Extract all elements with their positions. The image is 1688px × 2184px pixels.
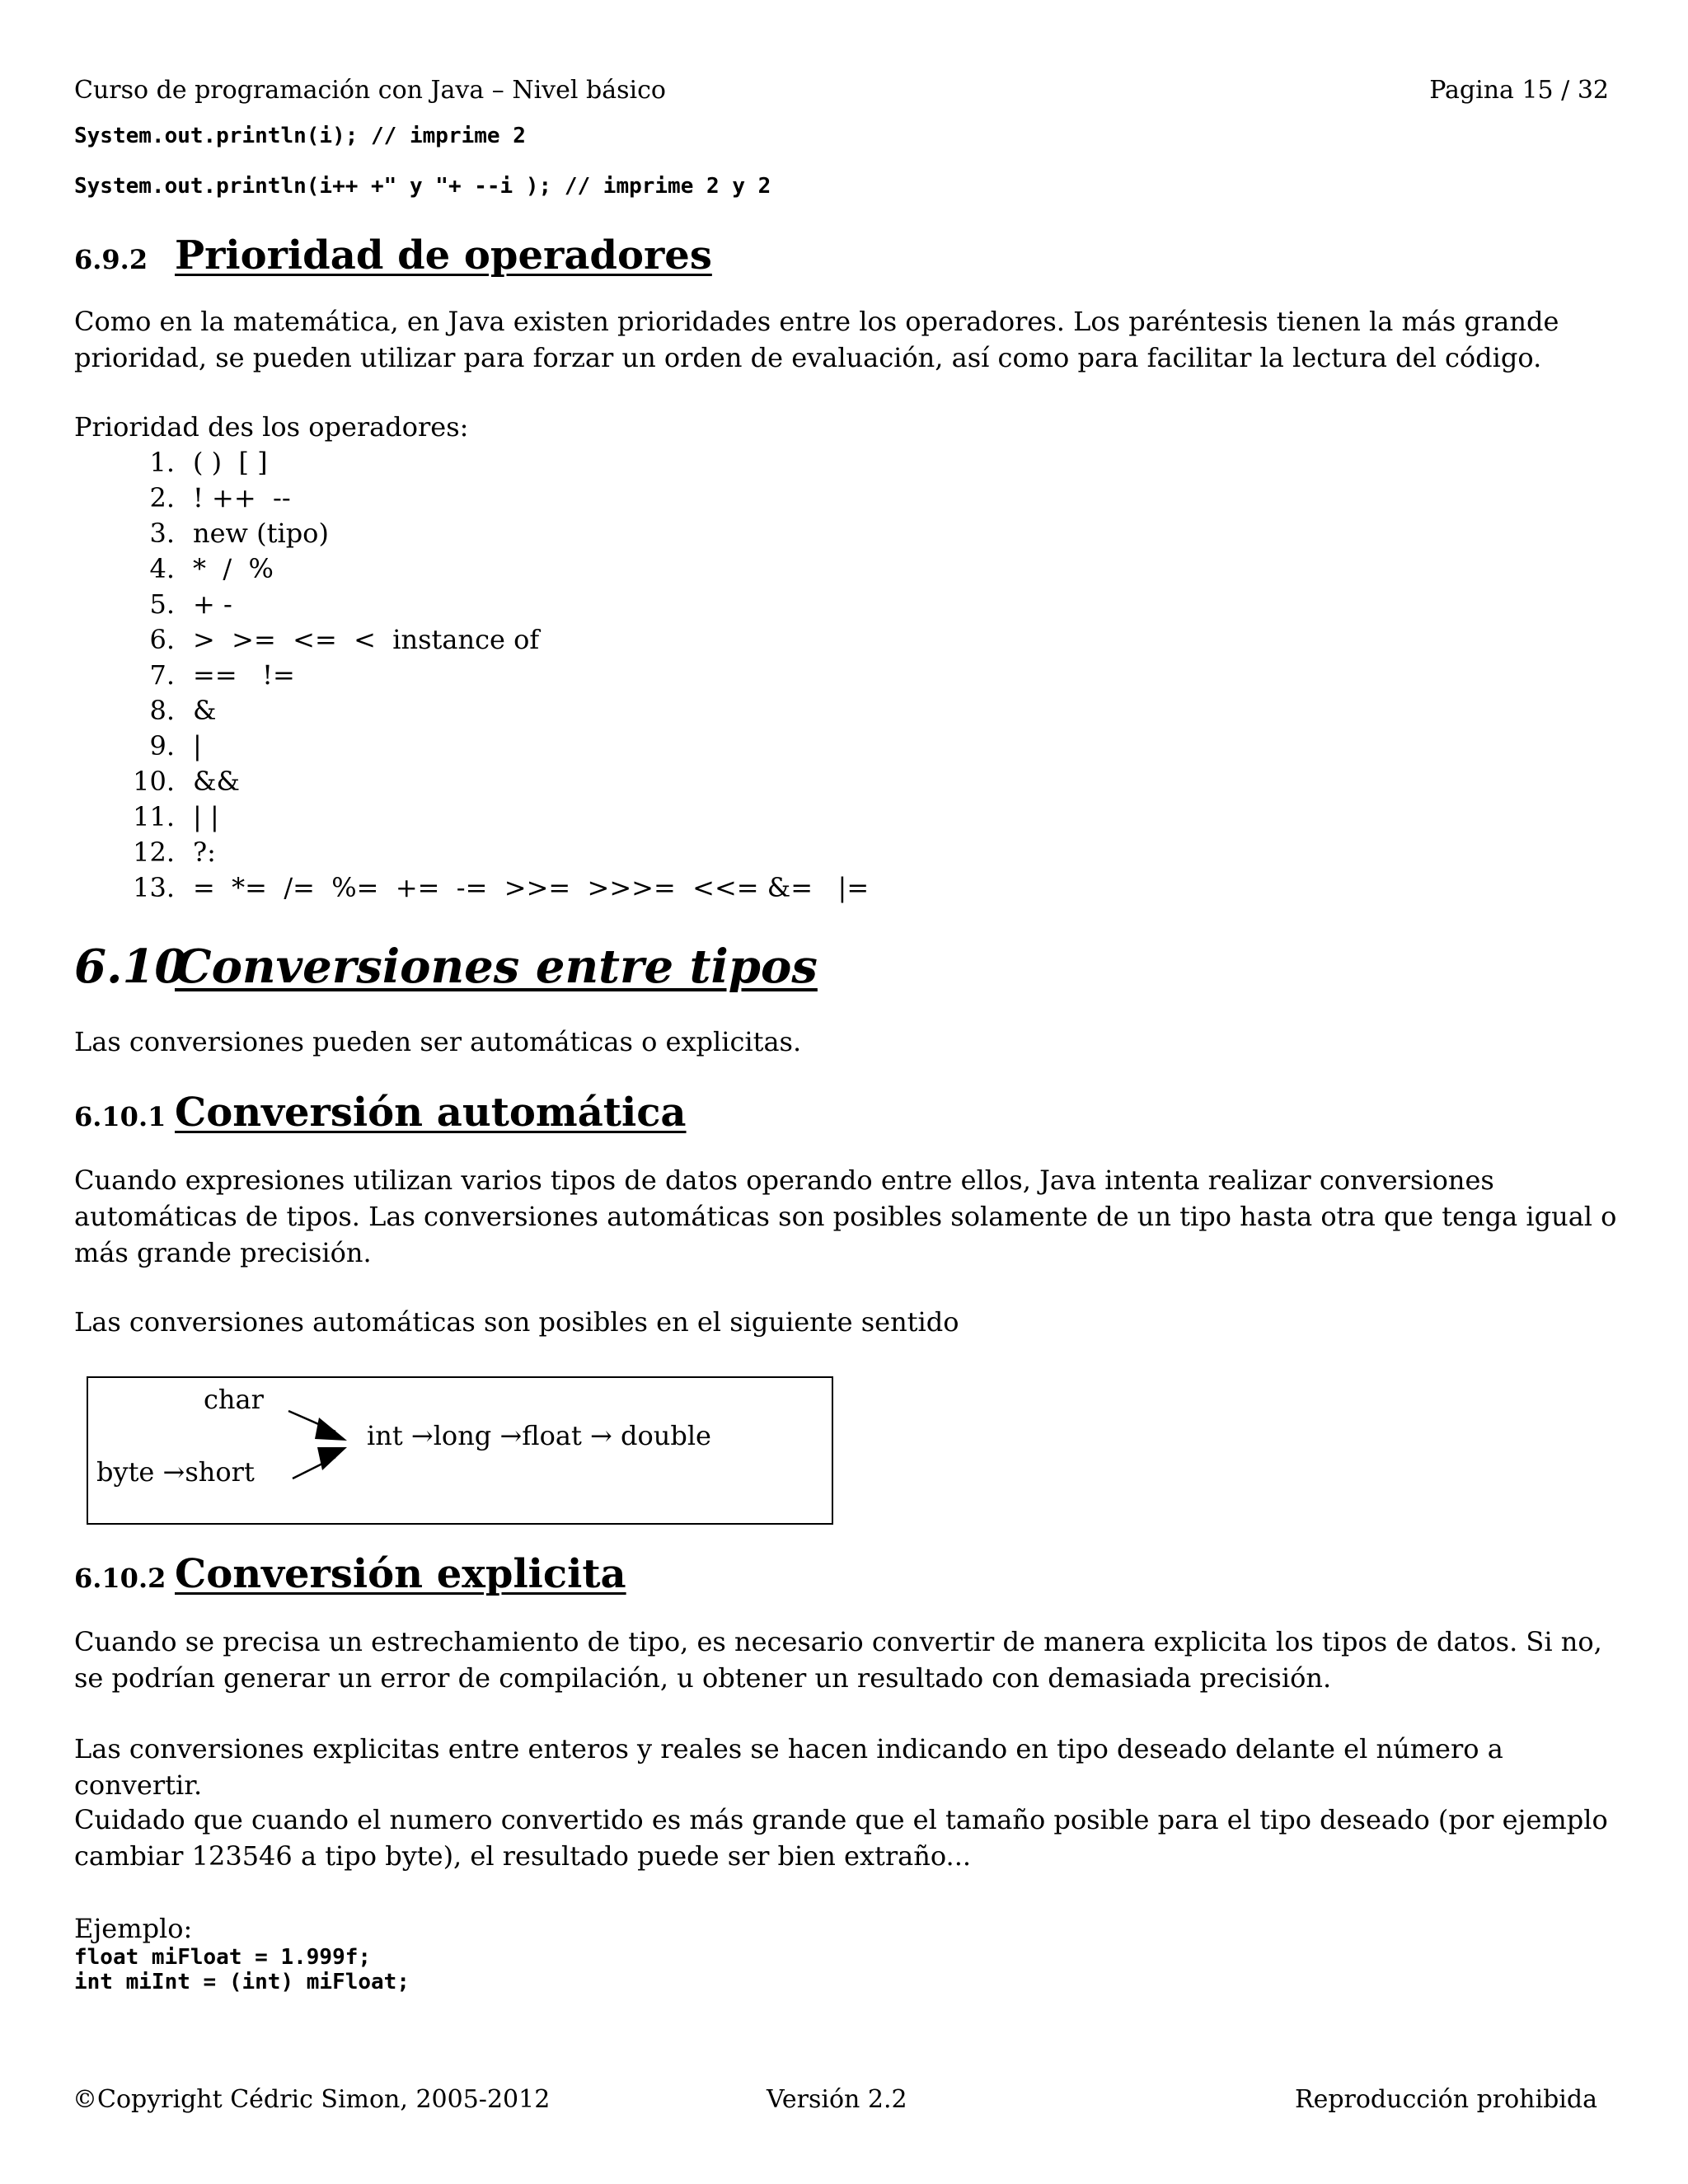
list-intro: Prioridad des los operadores: [74, 411, 469, 443]
list-item-operators: | [193, 730, 202, 762]
list-item [74, 799, 869, 835]
section-heading-6-10-1 [74, 1090, 687, 1136]
section-title: Prioridad de operadores [175, 232, 712, 279]
list-item-operators: ( ) [ ] [193, 447, 268, 478]
section-heading-6-10-2 [74, 1551, 626, 1597]
section-heading-6-10 [74, 940, 818, 994]
section-title: Conversión automática [175, 1090, 687, 1136]
list-item-operators: == != [193, 659, 295, 691]
diagram-byte-short-label: byte →short [96, 1456, 255, 1488]
list-item [74, 516, 869, 551]
footer-rights: Reproducción prohibida [1294, 2085, 1597, 2114]
list-item [74, 764, 869, 799]
paragraph: Cuando se precisa un estrechamiento de tipo, es necesario convertir de manera explicita los tipos de datos. Si no, se podrían generar un error de compilación, u obtener un resultado con demasiada precisión. [74, 1626, 1602, 1694]
list-item-operators: new (tipo) [193, 518, 329, 549]
list-item-operators: ?: [193, 837, 216, 868]
list-item-number: 5. [149, 588, 175, 620]
list-item [74, 587, 869, 622]
paragraph: Como en la matemática, en Java existen prioridades entre los operadores. Los paréntesis tienen la más grande prioridad, se pueden utilizar para forzar un orden de evaluación, así como para facilitar la lectura del código. [74, 306, 1559, 373]
code-line: int miInt = (int) miFloat; [74, 1970, 410, 1994]
list-item [74, 870, 869, 906]
list-item-number: 4. [149, 553, 175, 584]
list-item-number: 3. [149, 518, 175, 549]
list-item-operators: = *= /= %= += -= >>= >>>= <<= &= |= [193, 872, 870, 903]
list-item-operators: | | [193, 801, 219, 832]
section-heading-6-9-2 [74, 232, 712, 279]
list-item-operators: * / % [193, 553, 274, 584]
list-item-number: 8. [149, 695, 175, 726]
example-label: Ejemplo: [74, 1913, 193, 1944]
section-number: 6.10 [74, 940, 187, 994]
code-line: System.out.println(i); // imprime 2 [74, 124, 526, 148]
list-item-number: 13. [133, 872, 175, 903]
footer-version: Versión 2.2 [767, 2085, 907, 2114]
list-item [74, 658, 869, 693]
list-item-number: 7. [149, 659, 175, 691]
arrow-char-head [315, 1418, 347, 1441]
diagram-char-label: char [204, 1384, 264, 1415]
list-item-number: 1. [149, 447, 175, 478]
list-item [74, 445, 869, 480]
list-item [74, 693, 869, 729]
list-item-operators: & [193, 695, 217, 726]
diagram-arrows [88, 1378, 835, 1526]
paragraph: Las conversiones explicitas entre enteros y reales se hacen indicando en tipo deseado delante el número a convertir. [74, 1733, 1503, 1801]
section-number: 6.10.1 [74, 1101, 166, 1132]
list-item-number: 12. [133, 837, 175, 868]
section-number: 6.10.2 [74, 1563, 166, 1594]
list-item-operators: > >= <= < instance of [193, 624, 540, 655]
diagram-chain-label: int →long →float → double [367, 1420, 711, 1451]
section-title: Conversión explicita [175, 1551, 626, 1597]
list-item-number: 6. [149, 624, 175, 655]
list-item-number: 2. [149, 482, 175, 513]
list-item-operators: && [193, 766, 240, 797]
list-item-number: 11. [133, 801, 175, 832]
list-item [74, 729, 869, 764]
code-line: System.out.println(i++ +" y "+ --i ); // imprime 2 y 2 [74, 174, 771, 199]
paragraph: Cuidado que cuando el numero convertido es más grande que el tamaño posible para el tipo deseado (por ejemplo cambiar 123546 a tipo byte), el resultado puede ser bien extraño... [74, 1804, 1608, 1872]
header-page-number: Pagina 15 / 32 [1429, 76, 1609, 105]
list-item [74, 835, 869, 870]
section-number: 6.9.2 [74, 244, 148, 275]
section-title: Conversiones entre tipos [175, 940, 818, 994]
footer-copyright: ©Copyright Cédric Simon, 2005-2012 [73, 2085, 551, 2114]
list-item [74, 480, 869, 516]
list-item [74, 551, 869, 587]
list-item-number: 9. [149, 730, 175, 762]
list-item-number: 10. [133, 766, 175, 797]
list-item [74, 622, 869, 658]
paragraph: Las conversiones pueden ser automáticas o explicitas. [74, 1026, 802, 1057]
conversion-diagram [87, 1376, 833, 1525]
list-item-operators: + - [193, 588, 232, 620]
page-header [74, 74, 1609, 107]
paragraph: Cuando expresiones utilizan varios tipos de datos operando entre ellos, Java intenta realizar conversiones automáticas de tipos. Las conversiones automáticas son posibles solamente de un tipo hasta otra que tenga igual o más grande precisión. [74, 1165, 1617, 1268]
paragraph: Las conversiones automáticas son posibles en el siguiente sentido [74, 1306, 959, 1338]
list-item-operators: ! ++ -- [193, 482, 291, 513]
code-line: float miFloat = 1.999f; [74, 1945, 372, 1970]
header-course-title: Curso de programación con Java – Nivel básico [74, 76, 666, 105]
arrow-short-head [317, 1447, 347, 1470]
operator-priority-list [74, 445, 869, 906]
